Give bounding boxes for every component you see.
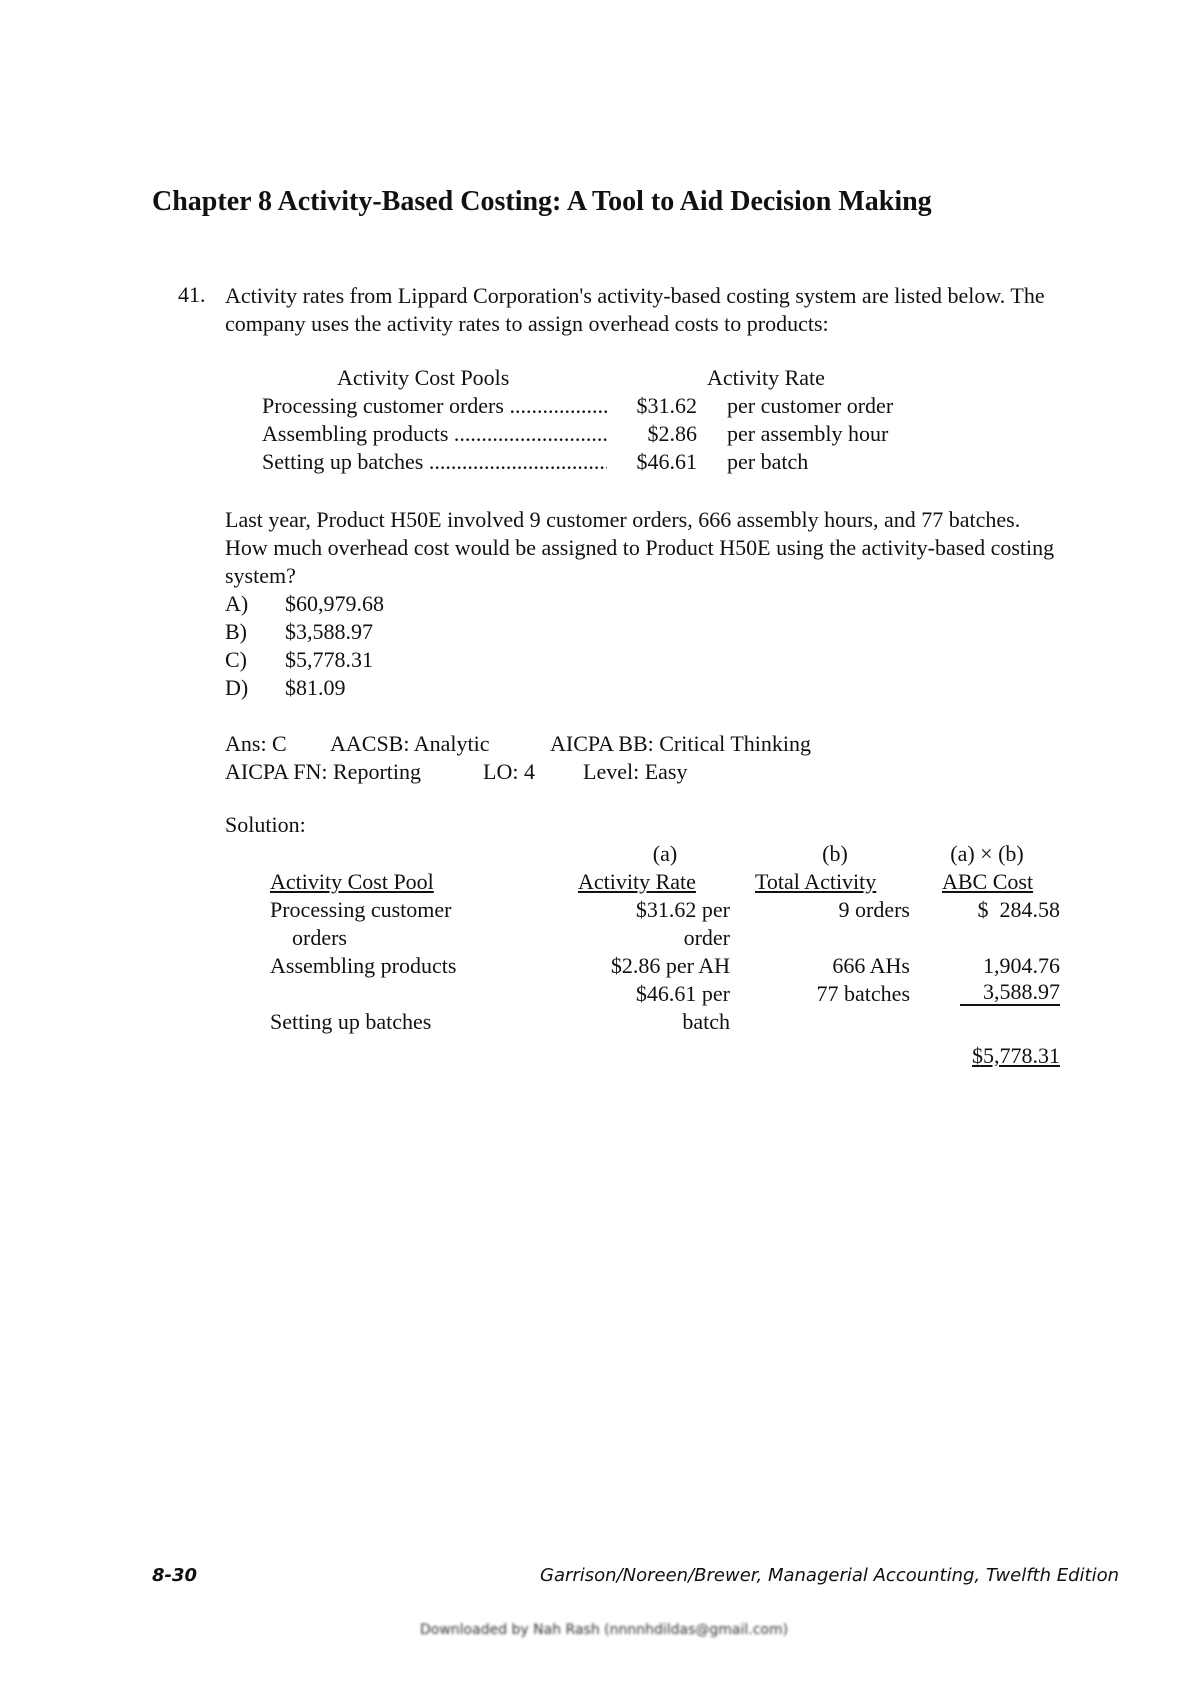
row1-rate: $31.62 per — [635, 897, 730, 922]
book-citation: Garrison/Noreen/Brewer, Managerial Accounting, Twelfth Edition — [540, 1565, 1120, 1586]
row1-pool: Processing customer — [270, 897, 452, 922]
row3-total: 77 batches — [816, 981, 910, 1006]
option-letter: D) — [225, 675, 249, 700]
option-letter: B) — [225, 619, 247, 644]
rates-header-rate: Activity Rate — [707, 365, 825, 390]
rates-unit: per assembly hour — [727, 421, 889, 446]
option-value: $60,979.68 — [285, 591, 384, 616]
option-value: $5,778.31 — [285, 647, 373, 672]
row3-cost: 3,588.97 — [960, 980, 1060, 1006]
download-watermark: Downloaded by Nah Rash (nnnnhdildas@gmail.com) — [420, 1622, 789, 1638]
row2-cost: 1,904.76 — [983, 953, 1060, 978]
row1-total: 9 orders — [838, 897, 910, 922]
row3-rate: $46.61 per — [635, 981, 730, 1006]
row2-rate: $2.86 per AH — [610, 953, 730, 978]
rates-unit: per batch — [727, 449, 809, 474]
chapter-title: Chapter 8 Activity-Based Costing: A Tool to Aid Decision Making — [152, 186, 932, 217]
option-letter: C) — [225, 647, 247, 672]
rates-pool: Setting up batches ..... — [262, 448, 607, 476]
rates-pool: Processing customer orders ..... — [262, 392, 607, 420]
option-value: $81.09 — [285, 675, 346, 700]
question-prompt: Last year, Product H50E involved 9 customer orders, 666 assembly hours, and 77 batches. How much overhead cost would be assigned to Product H50E using the activity-based costing system? — [225, 507, 1055, 588]
page-number: 8-30 — [152, 1565, 198, 1586]
row2-total: 666 AHs — [832, 953, 910, 978]
level-tag: Level: Easy — [583, 759, 688, 784]
rates-amount: $2.86 — [647, 421, 697, 446]
header-activity-cost-pool: Activity Cost Pool — [270, 869, 434, 894]
row3-pool: Setting up batches — [270, 1009, 432, 1034]
row1-pool-cont: orders — [292, 925, 347, 950]
header-activity-rate: Activity Rate — [578, 869, 696, 894]
aacsb-tag: AACSB: Analytic — [330, 731, 490, 756]
rates-amount: $46.61 — [636, 449, 697, 474]
rates-pool: Assembling products ..... — [262, 420, 607, 448]
row3-rate-cont: batch — [682, 1009, 730, 1034]
row1-cost: $ 284.58 — [977, 897, 1060, 922]
solution-label: Solution: — [225, 812, 306, 837]
col-b-tag: (b) — [822, 841, 848, 866]
lo-tag: LO: 4 — [483, 759, 535, 784]
header-total-activity: Total Activity — [755, 869, 877, 894]
col-a-tag: (a) — [652, 841, 678, 866]
aicpa-bb-tag: AICPA BB: Critical Thinking — [550, 731, 811, 756]
rates-unit: per customer order — [727, 393, 894, 418]
question-text: Activity rates from Lippard Corporation's activity-based costing system are listed below. The company uses the activity rates to assign overhead costs to products: — [225, 283, 1045, 336]
option-value: $3,588.97 — [285, 619, 373, 644]
aicpa-fn-tag: AICPA FN: Reporting — [225, 759, 422, 784]
header-abc-cost: ABC Cost — [942, 869, 1034, 894]
row1-rate-cont: order — [683, 925, 730, 950]
question-number: 41. — [178, 282, 206, 307]
row2-pool: Assembling products — [270, 953, 457, 978]
option-letter: A) — [225, 591, 249, 616]
rates-amount: $31.62 — [636, 393, 697, 418]
col-ab-tag: (a) × (b) — [950, 841, 1024, 866]
rates-header-pool: Activity Cost Pools — [337, 365, 510, 390]
grand-total: $5,778.31 — [972, 1043, 1060, 1068]
answer-key: Ans: C — [225, 731, 287, 756]
